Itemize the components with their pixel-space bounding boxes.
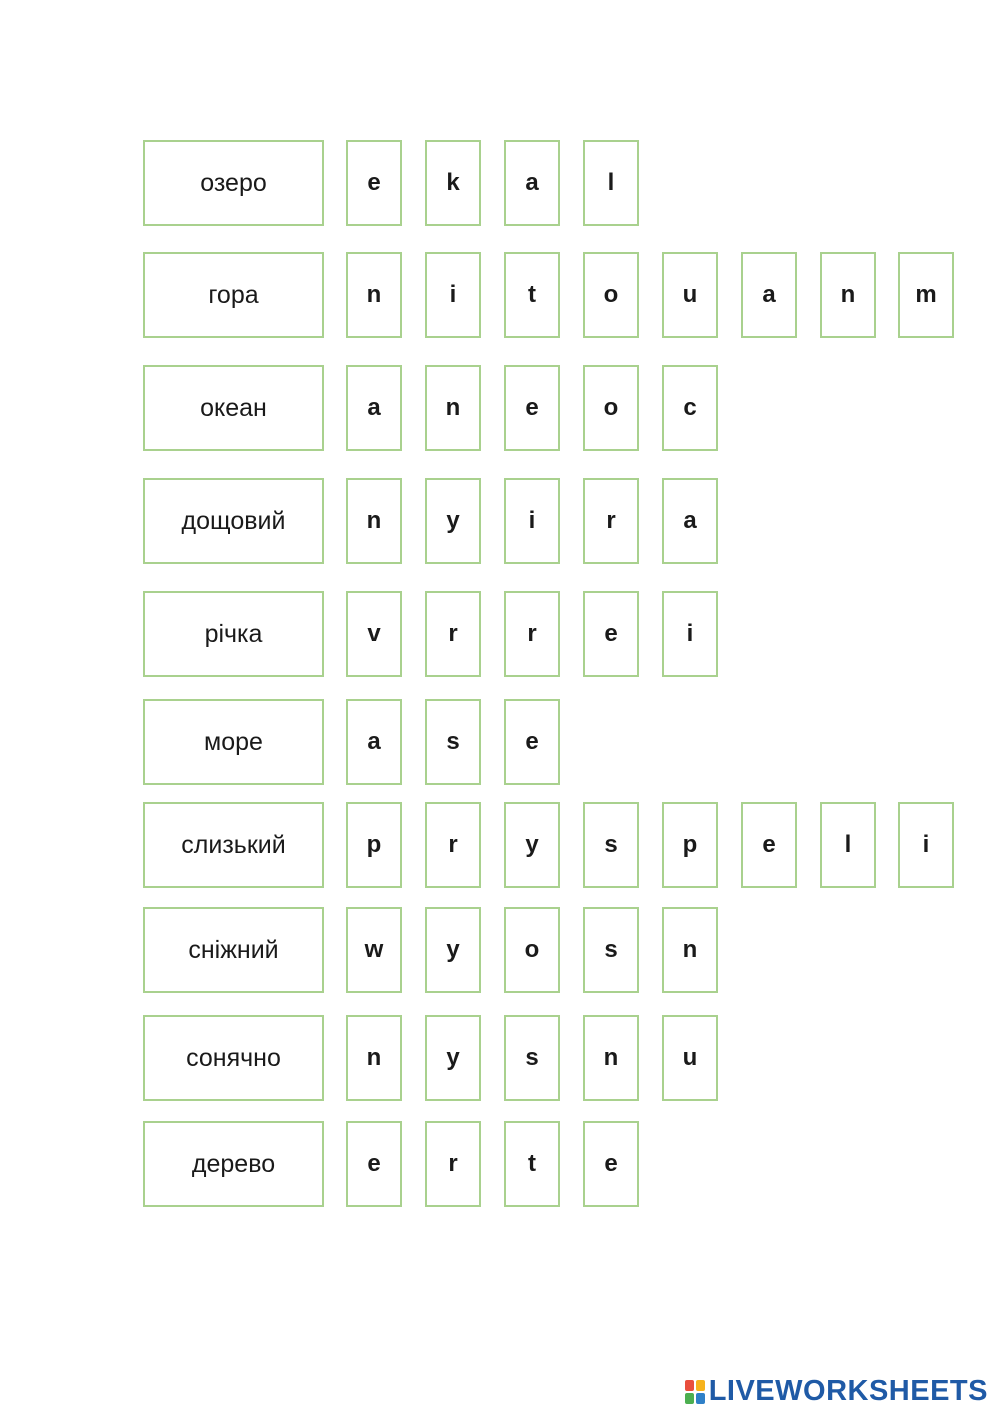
letter-tile[interactable]: a — [504, 140, 560, 226]
letter-tile[interactable]: n — [662, 907, 718, 993]
letter-tile[interactable]: n — [346, 252, 402, 338]
letter-tile[interactable]: s — [425, 699, 481, 785]
letter-tile[interactable]: l — [583, 140, 639, 226]
letter-tile[interactable]: e — [583, 591, 639, 677]
letter-tile[interactable]: s — [583, 802, 639, 888]
letter-tile[interactable]: m — [898, 252, 954, 338]
word-box: дощовий — [143, 478, 324, 564]
letter-tile[interactable]: e — [504, 699, 560, 785]
letter-tile[interactable]: s — [504, 1015, 560, 1101]
letter-tile[interactable]: r — [504, 591, 560, 677]
letter-tile[interactable]: e — [583, 1121, 639, 1207]
letter-tile[interactable]: r — [425, 1121, 481, 1207]
letter-tile[interactable]: s — [583, 907, 639, 993]
letter-tile[interactable]: i — [662, 591, 718, 677]
letter-tile[interactable]: r — [425, 591, 481, 677]
letter-tile[interactable]: l — [820, 802, 876, 888]
liveworksheets-logo — [685, 1375, 988, 1408]
letter-tile[interactable]: y — [425, 1015, 481, 1101]
letter-tile[interactable]: i — [898, 802, 954, 888]
liveworksheets-logo-icon — [685, 1380, 705, 1404]
word-box: сонячно — [143, 1015, 324, 1101]
word-box: гора — [143, 252, 324, 338]
word-box: океан — [143, 365, 324, 451]
letter-tile[interactable]: r — [583, 478, 639, 564]
letter-tile[interactable]: e — [504, 365, 560, 451]
letter-tile[interactable]: n — [425, 365, 481, 451]
letter-tile[interactable]: n — [583, 1015, 639, 1101]
letter-tile[interactable]: o — [583, 365, 639, 451]
letter-tile[interactable]: v — [346, 591, 402, 677]
logo-text: LIVEWORKSHEETS — [708, 1375, 988, 1407]
letter-tile[interactable]: u — [662, 1015, 718, 1101]
letter-tile[interactable]: r — [425, 802, 481, 888]
word-box: море — [143, 699, 324, 785]
letter-tile[interactable]: n — [346, 478, 402, 564]
letter-tile[interactable]: t — [504, 1121, 560, 1207]
letter-tile[interactable]: a — [662, 478, 718, 564]
word-box: річка — [143, 591, 324, 677]
letter-tile[interactable]: t — [504, 252, 560, 338]
word-box: слизький — [143, 802, 324, 888]
letter-tile[interactable]: y — [504, 802, 560, 888]
letter-tile[interactable]: k — [425, 140, 481, 226]
letter-tile[interactable]: c — [662, 365, 718, 451]
letter-tile[interactable]: n — [346, 1015, 402, 1101]
letter-tile[interactable]: y — [425, 907, 481, 993]
letter-tile[interactable]: e — [346, 140, 402, 226]
letter-tile[interactable]: o — [504, 907, 560, 993]
word-box: сніжний — [143, 907, 324, 993]
letter-tile[interactable]: a — [741, 252, 797, 338]
letter-tile[interactable]: y — [425, 478, 481, 564]
word-box: озеро — [143, 140, 324, 226]
letter-tile[interactable]: w — [346, 907, 402, 993]
letter-tile[interactable]: e — [741, 802, 797, 888]
letter-tile[interactable]: u — [662, 252, 718, 338]
letter-tile[interactable]: a — [346, 699, 402, 785]
letter-tile[interactable]: i — [425, 252, 481, 338]
letter-tile[interactable]: o — [583, 252, 639, 338]
word-box: дерево — [143, 1121, 324, 1207]
letter-tile[interactable]: a — [346, 365, 402, 451]
letter-tile[interactable]: p — [346, 802, 402, 888]
letter-tile[interactable]: n — [820, 252, 876, 338]
letter-tile[interactable]: i — [504, 478, 560, 564]
letter-tile[interactable]: e — [346, 1121, 402, 1207]
letter-tile[interactable]: p — [662, 802, 718, 888]
